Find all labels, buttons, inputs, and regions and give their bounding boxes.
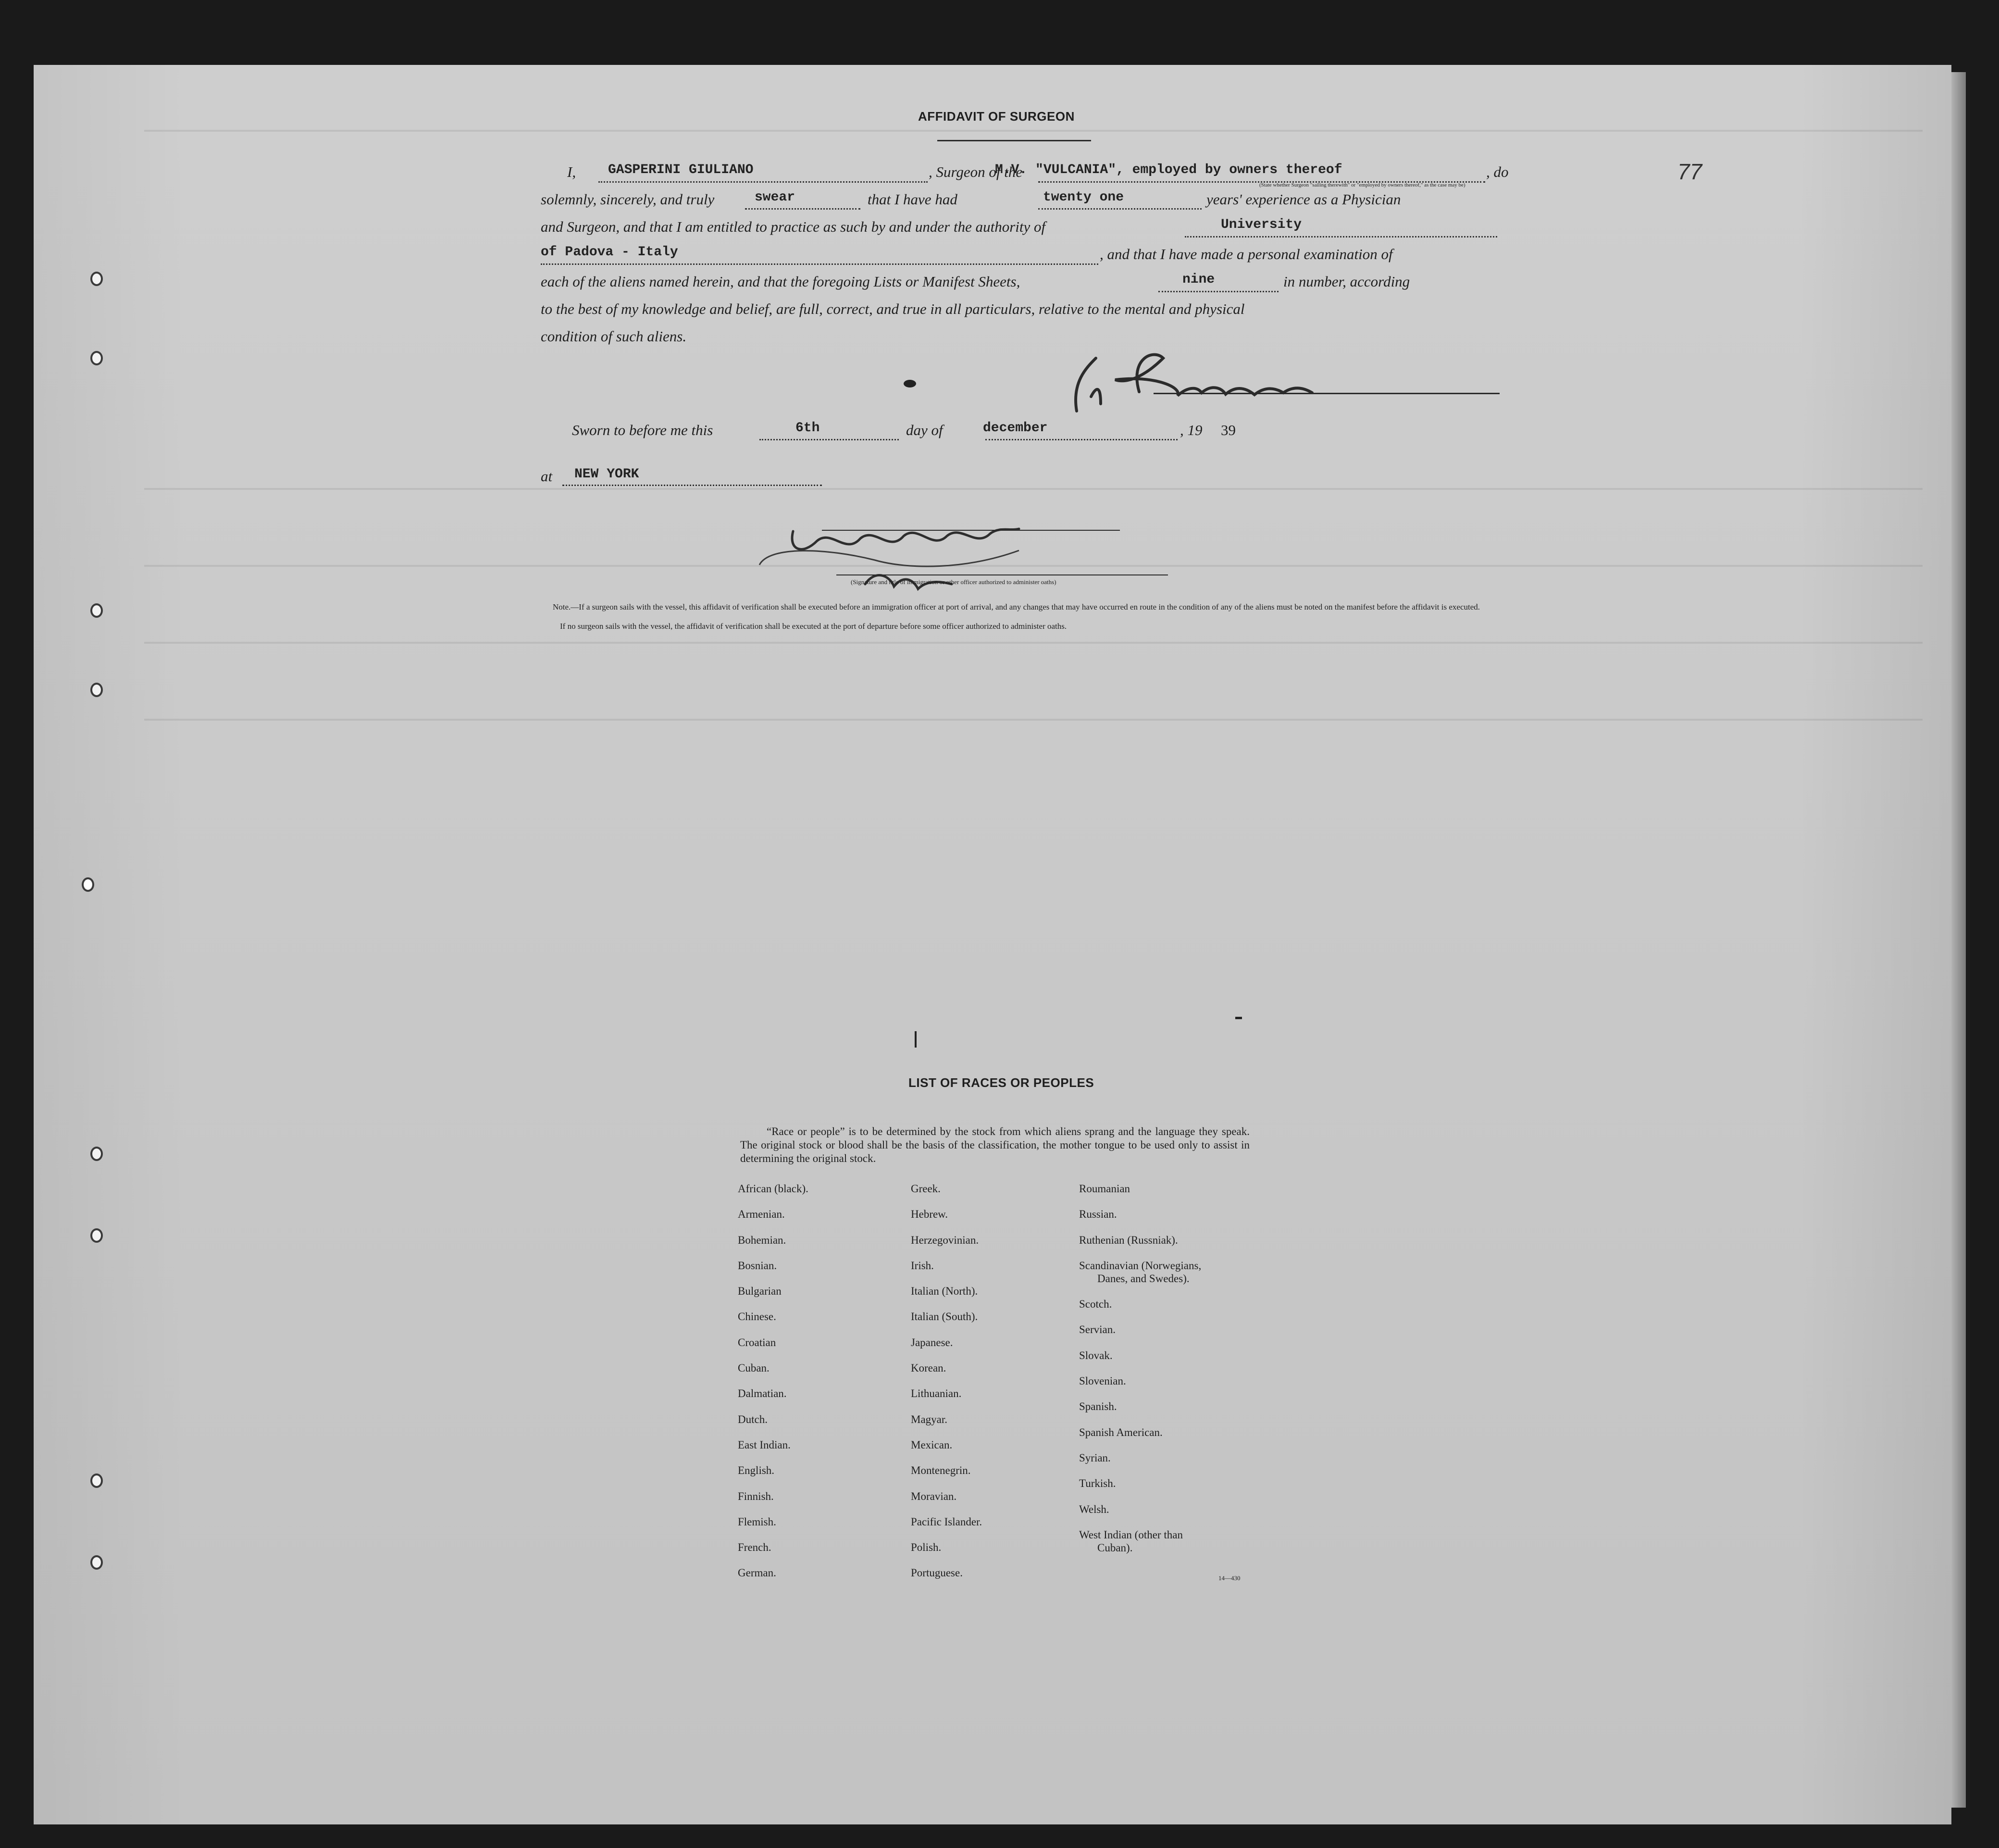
punch-hole [90,683,103,697]
affidavit-l2-end: years' experience as a Physician [1206,191,1401,208]
races-column-1 [738,1183,901,1593]
officer-caption: (Signature and title of immigration or other officer authorized to administer oaths) [851,578,1056,586]
race-item: Dalmatian. [738,1387,787,1400]
officer-signature [750,502,1086,613]
affidavit-l5: each of the aliens named herein, and that the foregoing Lists or Manifest Sheets, [541,273,1020,290]
title-rule [937,140,1091,141]
race-item: Pacific Islander. [911,1515,982,1528]
sheets-field [1158,291,1279,292]
affidavit-l1-pre: I, [567,163,576,180]
surgeon-signature [1043,339,1428,421]
race-item: Bosnian. [738,1259,777,1272]
years-field [1038,208,1202,210]
bleed-through-line [144,642,1923,644]
day-field [759,439,899,440]
race-item: Japanese. [911,1336,953,1349]
races-title: LIST OF RACES OR PEOPLES [908,1075,1094,1090]
race-item: Irish. [911,1259,934,1272]
race-item: Magyar. [911,1413,948,1425]
affidavit-l5-end: in number, according [1283,273,1410,290]
month-field [985,439,1178,440]
races-column-3 [1079,1183,1262,1567]
punch-hole [90,1228,103,1243]
races-intro: “Race or people” is to be determined by the stock from which aliens sprang and the language they speak. The original stock or blood shall be the basis of the classification, the mother tongue to be used only to assist in determining the original stock. [740,1125,1250,1164]
punch-hole [90,272,103,286]
race-item: Spanish. [1079,1400,1117,1413]
race-item: Mexican. [911,1438,953,1451]
punch-hole [90,1147,103,1161]
race-item: Italian (North). [911,1285,978,1298]
race-item: French. [738,1541,771,1554]
race-item: Cuban). [1097,1541,1133,1554]
race-item: Armenian. [738,1208,785,1221]
punch-hole [82,877,94,892]
race-item: Slovenian. [1079,1375,1126,1387]
officer-signature-line-2 [836,574,1168,575]
surgeon-name-value: GASPERINI GIULIANO [608,162,754,177]
race-item: Moravian. [911,1490,957,1502]
race-item: Hebrew. [911,1208,948,1221]
race-item: Flemish. [738,1515,776,1528]
ink-mark [1235,1017,1242,1019]
affidavit-l2-mid: that I have had [868,191,957,208]
race-item: Korean. [911,1362,946,1374]
years-value: twenty one [1043,190,1124,205]
authority-value-1: University [1221,217,1302,232]
race-item: Scotch. [1079,1298,1112,1311]
punch-hole [90,1473,103,1488]
surgeon-name-field [598,181,928,183]
affidavit-l1-mid: , Surgeon of the [929,163,1023,180]
race-item: Bohemian. [738,1234,786,1246]
authority-value-2: of Padova - Italy [541,245,678,260]
race-item: Croatian [738,1336,776,1349]
bleed-through-line [144,488,1923,490]
day-value: 6th [795,421,820,436]
race-item: Slovak. [1079,1349,1113,1361]
race-item: Portuguese. [911,1567,963,1579]
race-item: Welsh. [1079,1503,1109,1515]
race-item: Dutch. [738,1413,768,1425]
race-item: Syrian. [1079,1451,1111,1464]
vessel-hint: (State whether Surgeon "sailing therewith" or "employed by owners thereof," as the case may be) [1259,182,1465,188]
race-item: English. [738,1464,775,1477]
place-value: NEW YORK [574,467,639,482]
affidavit-l3-pre: and Surgeon, and that I am entitled to practice as such by and under the authority of [541,218,1046,235]
affidavit-l4-end: , and that I have made a personal examination of [1100,246,1393,262]
affidavit-l7: condition of such aliens. [541,328,687,345]
affidavit-l6: to the best of my knowledge and belief, are full, correct, and true in all particulars, relative to the mental and physical [541,300,1245,317]
race-item: Lithuanian. [911,1387,962,1400]
race-item: African (black). [738,1183,808,1195]
sworn-mid: day of [906,422,943,438]
authority-field-2 [541,263,1098,265]
race-item: Herzegovinian. [911,1234,979,1246]
punch-hole [90,351,103,365]
ink-mark [915,1031,917,1048]
race-item: Danes, and Swedes). [1097,1272,1190,1285]
race-item: West Indian (other than [1079,1528,1183,1541]
at-label: at [541,468,553,485]
year-suffix: 39 [1221,422,1236,438]
oath-field [745,208,860,210]
race-item: Scandinavian (Norwegians, [1079,1259,1202,1272]
month-value: december [983,421,1048,436]
race-item: Spanish American. [1079,1426,1163,1438]
officer-signature-line-1 [822,530,1120,531]
authority-field-1 [1185,236,1497,237]
race-item: Chinese. [738,1311,776,1323]
sheets-value: nine [1182,272,1215,287]
race-item: Russian. [1079,1208,1117,1221]
affidavit-l2-pre: solemnly, sincerely, and truly [541,191,715,208]
race-item: Ruthenian (Russniak). [1079,1234,1178,1246]
bleed-through-line [144,130,1923,132]
affidavit-l1-end: , do [1486,163,1509,180]
page-number: 77 [1677,159,1702,184]
race-item: Roumanian [1079,1183,1130,1195]
races-column-2 [911,1183,1074,1593]
race-item: Italian (South). [911,1311,978,1323]
race-item: Bulgarian [738,1285,782,1298]
vessel-value: M.V. "VULCANIA", employed by owners thereof [995,162,1342,177]
race-item: Cuban. [738,1362,770,1374]
race-item: Finnish. [738,1490,774,1502]
race-item: Turkish. [1079,1477,1116,1490]
race-item: Servian. [1079,1324,1116,1336]
form-code: 14—430 [1218,1574,1241,1582]
oath-value: swear [755,190,795,205]
affidavit-note-2: If no surgeon sails with the vessel, the affidavit of verification shall be executed at the port of departure before some officer authorized to administer oaths. [560,622,1067,631]
race-item: German. [738,1567,776,1579]
race-item: East Indian. [738,1438,791,1451]
affidavit-title: AFFIDAVIT OF SURGEON [918,109,1075,124]
punch-hole [90,603,103,618]
year-prefix: , 19 [1180,422,1203,438]
punch-hole [90,1555,103,1570]
race-item: Polish. [911,1541,942,1554]
document-sheet [34,65,1951,1824]
sworn-pre: Sworn to before me this [572,422,713,438]
race-item: Montenegrin. [911,1464,971,1477]
ink-blot [904,380,916,387]
surgeon-signature-line [1154,393,1500,394]
place-field [562,485,822,486]
race-item: Greek. [911,1183,941,1195]
bleed-through-line [144,719,1923,721]
affidavit-note-1: Note.—If a surgeon sails with the vessel, this affidavit of verification shall be executed before an immigration officer at port of arrival, and any changes that may have occurred en route in the condition of any of the aliens must be noted on the manifest before the affidavit is executed. [553,602,1480,612]
